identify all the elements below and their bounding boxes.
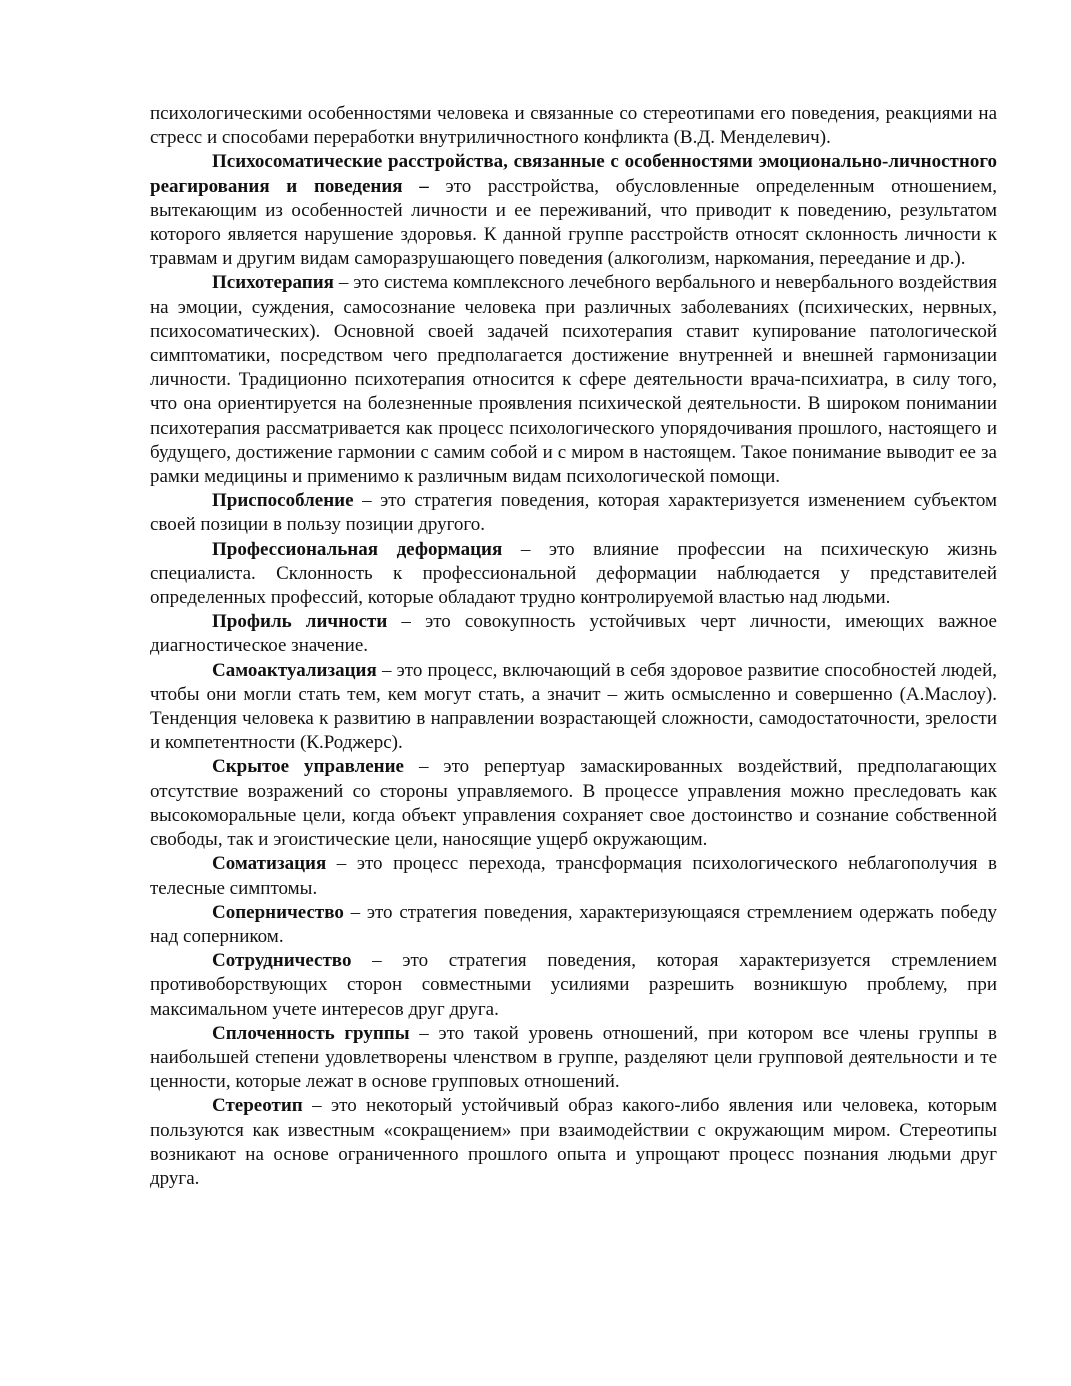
glossary-term: Профиль личности [212, 611, 388, 633]
glossary-term: Стереотип [212, 1095, 303, 1117]
glossary-entry-psychosomatic-disorders [150, 150, 997, 271]
glossary-definition: – это совокупность устойчивых черт личности, имеющих важное диагностическое значение. [150, 611, 997, 657]
glossary-definition: – это некоторый устойчивый образ какого-либо явления или человека, которым пользуются как известным «сокращением» при взаимодействии с окружающим миром. Стереотипы возникают на основе ограниченного прошлого опыта и упрощают процесс познания людьми друг друга. [150, 1095, 997, 1189]
glossary-term: Самоактуализация [212, 659, 377, 681]
glossary-term: Сплоченность группы [212, 1022, 410, 1044]
glossary-entry-somatization [150, 852, 997, 900]
glossary-definition: – это репертуар замаскированных воздействий, предполагающих отсутствие возражений со стороны управляемого. В процессе управления можно преследовать как высокоморальные цели, когда объект управления сохраняет свое достоинство и сознание собственной свободы, так и эгоистические цели, наносящие ущерб окружающим. [150, 756, 997, 851]
glossary-definition: это расстройства, обусловленные определенным отношением, вытекающим из особенностей личности и ее переживаний, что приводит к поведению, результатом которого является нарушение здоровья. К данной группе расстройств относят склонность личности к травмам и другим видам саморазрушающего поведения (алкоголизм, наркомания, переедание и др.). [150, 175, 997, 270]
glossary-term: Скрытое управление [212, 756, 404, 778]
document-page [150, 102, 997, 1191]
glossary-term: Соперничество [212, 901, 344, 923]
glossary-entry-hidden-control [150, 755, 997, 852]
paragraph-text: психологическими особенностями человека и связанные со стереотипами его поведения, реакциями на стресс и способами переработки внутриличностного конфликта (В.Д. Менделевич). [150, 103, 997, 149]
glossary-entry-psychotherapy [150, 271, 997, 489]
glossary-definition: – это влияние профессии на психическую жизнь специалиста. Склонность к профессиональной деформации наблюдается у представителей определенных профессий, которые обладают трудно контролируемой властью над людьми. [150, 538, 997, 609]
glossary-definition: – это система комплексного лечебного вербального и невербального воздействия на эмоции, суждения, самосознание человека при различных заболеваниях (психических, нервных, психосоматических). Основной своей задачей психотерапия ставит купирование патологической симптоматики, посредством чего предполагается достижение внутренней и внешней гармонизации личности. Традиционно психотерапия относится к сфере деятельности врача-психиатра, в силу того, что она ориентируется на болезненные проявления психической деятельности. В широком понимании психотерапия рассматривается как процесс психологического упорядочивания прошлого, настоящего и будущего, достижение гармонии с самим собой и с миром в настоящем. Такое понимание выводит ее за рамки медицины и применимо к различным видам психологической помощи. [150, 272, 997, 488]
glossary-entry-group-cohesion [150, 1022, 997, 1095]
glossary-entry-adaptation [150, 489, 997, 537]
glossary-entry-rivalry [150, 901, 997, 949]
glossary-term: Сотрудничество [212, 950, 352, 972]
glossary-term: Психосоматические расстройства, связанные с особенностями эмоционально-личностного реагирования и поведения – [150, 151, 997, 197]
glossary-definition: – это такой уровень отношений, при котором все члены группы в наибольшей степени удовлетворены членством в группе, разделяют цели групповой деятельности и те ценности, которые лежат в основе групповых отношений. [150, 1022, 997, 1093]
glossary-entry-personality-profile [150, 610, 997, 658]
glossary-definition: – это процесс, включающий в себя здоровое развитие способностей людей, чтобы они могли стать тем, кем могут стать, а значит – жить осмысленно и совершенно (А.Маслоу). Тенденция человека к развитию в направлении возрастающей сложности, самодостаточности, зрелости и компетентности (К.Роджерс). [150, 659, 997, 754]
glossary-definition: – это процесс перехода, трансформация психологического неблагополучия в телесные симптомы. [150, 853, 997, 899]
glossary-term: Приспособление [212, 490, 354, 512]
glossary-definition: – это стратегия поведения, которая характеризуется изменением субъектом своей позиции в пользу позиции другого. [150, 490, 997, 536]
glossary-term: Психотерапия [212, 272, 334, 294]
glossary-entry-professional-deformation [150, 538, 997, 611]
glossary-entry-stereotype [150, 1094, 997, 1191]
glossary-term: Профессиональная деформация [212, 538, 503, 560]
glossary-definition: – это стратегия поведения, характеризующаяся стремлением одержать победу над соперником. [150, 901, 997, 947]
glossary-term: Соматизация [212, 853, 327, 875]
paragraph-continuation [150, 102, 997, 150]
glossary-definition: – это стратегия поведения, которая характеризуется стремлением противоборствующих сторон совместными усилиями разрешить возникшую проблему, при максимальном учете интересов друг друга. [150, 950, 997, 1020]
glossary-entry-cooperation [150, 949, 997, 1022]
glossary-entry-self-actualization [150, 659, 997, 756]
